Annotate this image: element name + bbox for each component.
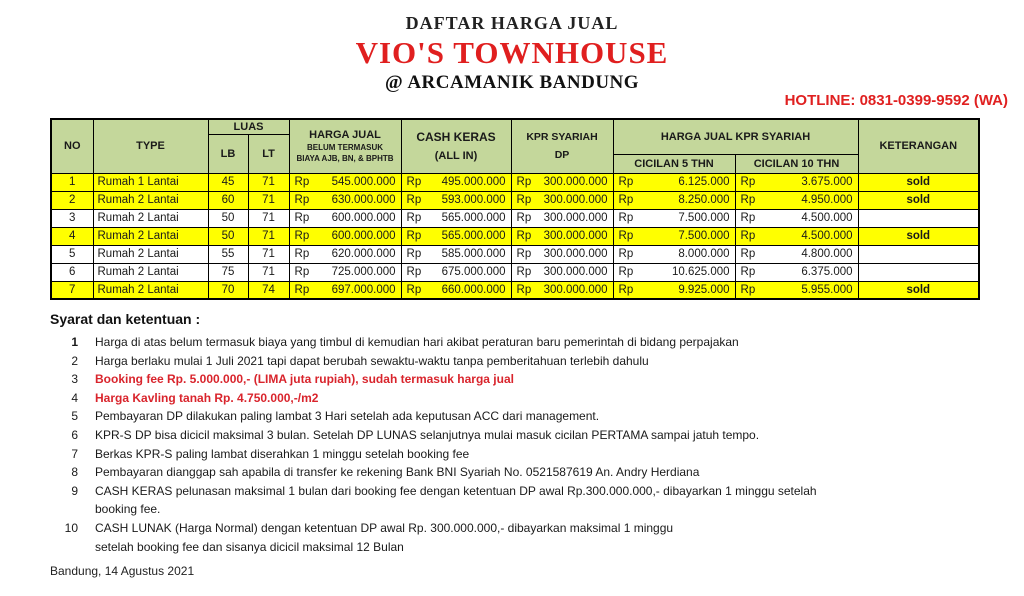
price-value: 630.000.000 bbox=[331, 194, 396, 206]
term-number: 6 bbox=[71, 427, 78, 442]
terms-section bbox=[50, 311, 980, 556]
row-dp bbox=[511, 263, 613, 281]
row-cicilan-5 bbox=[613, 227, 735, 245]
currency-label: Rp bbox=[406, 266, 422, 278]
price-value: 600.000.000 bbox=[331, 212, 396, 224]
price-value: 300.000.000 bbox=[543, 248, 608, 260]
row-no: 6 bbox=[51, 263, 93, 281]
term-number: 8 bbox=[71, 465, 78, 480]
harga-jual-note-1: BELUM TERMASUK bbox=[307, 142, 384, 152]
doc-subtitle: DAFTAR HARGA JUAL bbox=[405, 13, 619, 33]
term-text: Pembayaran dianggap sah apabila di transfer ke rekening Bank BNI Syariah No. 0521587619 An. Andry Herdiana bbox=[95, 465, 700, 480]
price-value: 300.000.000 bbox=[543, 176, 608, 188]
price-value: 600.000.000 bbox=[331, 230, 396, 242]
price-value: 6.125.000 bbox=[678, 176, 730, 188]
term-item bbox=[50, 463, 980, 482]
row-harga-jual bbox=[289, 209, 401, 227]
term-text: Harga Kavling tanah Rp. 4.750.000,-/m2 bbox=[95, 390, 319, 405]
row-cicilan-5 bbox=[613, 281, 735, 299]
table-row bbox=[51, 191, 979, 209]
row-cicilan-5 bbox=[613, 263, 735, 281]
currency-label: Rp bbox=[406, 283, 422, 296]
price-value: 4.800.000 bbox=[801, 248, 853, 260]
row-keterangan: sold bbox=[858, 191, 979, 209]
row-cash-keras bbox=[401, 245, 511, 263]
term-number: 1 bbox=[71, 335, 78, 349]
price-value: 565.000.000 bbox=[441, 212, 506, 224]
price-table bbox=[50, 118, 980, 300]
row-lt: 71 bbox=[248, 227, 289, 245]
row-cicilan-5 bbox=[613, 173, 735, 191]
term-item bbox=[50, 352, 980, 371]
row-lt: 71 bbox=[248, 209, 289, 227]
price-value: 300.000.000 bbox=[543, 230, 608, 242]
price-value: 725.000.000 bbox=[331, 266, 396, 278]
currency-label: Rp bbox=[618, 283, 634, 296]
price-value: 495.000.000 bbox=[441, 176, 506, 188]
row-no: 1 bbox=[51, 173, 93, 191]
price-value: 4.950.000 bbox=[801, 194, 853, 206]
doc-location: @ ARCAMANIK BANDUNG bbox=[384, 72, 640, 93]
currency-label: Rp bbox=[294, 283, 310, 296]
currency-label: Rp bbox=[406, 248, 422, 260]
row-no: 5 bbox=[51, 245, 93, 263]
currency-label: Rp bbox=[618, 266, 634, 278]
row-harga-jual bbox=[289, 245, 401, 263]
row-keterangan bbox=[858, 263, 979, 281]
kpr-dp-label: DP bbox=[554, 149, 570, 162]
row-no: 2 bbox=[51, 191, 93, 209]
row-lt: 71 bbox=[248, 263, 289, 281]
price-value: 5.955.000 bbox=[801, 283, 853, 296]
row-cicilan-5 bbox=[613, 209, 735, 227]
row-dp bbox=[511, 281, 613, 299]
price-value: 300.000.000 bbox=[543, 194, 608, 206]
price-value: 300.000.000 bbox=[543, 283, 608, 296]
price-value: 10.625.000 bbox=[671, 266, 730, 278]
currency-label: Rp bbox=[740, 194, 756, 206]
row-cicilan-5 bbox=[613, 245, 735, 263]
term-number: 3 bbox=[71, 372, 78, 387]
row-cash-keras bbox=[401, 263, 511, 281]
currency-label: Rp bbox=[294, 212, 310, 224]
col-header-cash-keras bbox=[401, 119, 511, 173]
term-item bbox=[50, 333, 980, 352]
currency-label: Rp bbox=[516, 266, 532, 278]
term-text: Harga berlaku mulai 1 Juli 2021 tapi dapat berubah sewaktu-waktu tanpa pemberitahuan terlebih dahulu bbox=[95, 353, 649, 368]
currency-label: Rp bbox=[740, 176, 756, 188]
price-table-header bbox=[51, 119, 979, 173]
harga-jual-note-2: BIAYA AJB, BN, & BPHTB bbox=[296, 153, 394, 163]
price-value: 565.000.000 bbox=[441, 230, 506, 242]
price-value: 3.675.000 bbox=[801, 176, 853, 188]
terms-heading: Syarat dan ketentuan : bbox=[50, 311, 201, 327]
document-header bbox=[0, 13, 1024, 94]
row-cicilan-10 bbox=[735, 227, 858, 245]
term-text: Booking fee Rp. 5.000.000,- (LIMA juta rupiah), sudah termasuk harga jual bbox=[95, 372, 514, 387]
table-row bbox=[51, 245, 979, 263]
row-harga-jual bbox=[289, 191, 401, 209]
row-harga-jual bbox=[289, 173, 401, 191]
price-table-body bbox=[51, 173, 979, 299]
row-dp bbox=[511, 227, 613, 245]
row-harga-jual bbox=[289, 227, 401, 245]
price-value: 7.500.000 bbox=[678, 230, 730, 242]
currency-label: Rp bbox=[406, 194, 422, 206]
row-lb: 70 bbox=[208, 281, 248, 299]
currency-label: Rp bbox=[516, 176, 532, 188]
price-value: 7.500.000 bbox=[678, 212, 730, 224]
row-cash-keras bbox=[401, 209, 511, 227]
row-lb: 75 bbox=[208, 263, 248, 281]
row-lb: 55 bbox=[208, 245, 248, 263]
row-harga-jual bbox=[289, 263, 401, 281]
col-header-cicilan-10: CICILAN 10 THN bbox=[735, 154, 858, 173]
term-item bbox=[50, 407, 980, 426]
row-cash-keras bbox=[401, 227, 511, 245]
term-item bbox=[50, 389, 980, 408]
term-text: Harga di atas belum termasuk biaya yang timbul di kemudian hari akibat peraturan baru pemerintah di bidang perpajakan bbox=[95, 335, 739, 349]
row-lt: 71 bbox=[248, 245, 289, 263]
row-type: Rumah 2 Lantai bbox=[93, 281, 208, 299]
currency-label: Rp bbox=[516, 283, 532, 296]
term-item bbox=[50, 445, 980, 464]
row-keterangan: sold bbox=[858, 227, 979, 245]
currency-label: Rp bbox=[294, 194, 310, 206]
row-dp bbox=[511, 173, 613, 191]
currency-label: Rp bbox=[740, 248, 756, 260]
term-number: 2 bbox=[71, 353, 78, 368]
row-lb: 50 bbox=[208, 227, 248, 245]
row-type: Rumah 2 Lantai bbox=[93, 245, 208, 263]
term-number: 7 bbox=[71, 446, 78, 461]
col-header-type: TYPE bbox=[93, 119, 208, 173]
term-number: 5 bbox=[71, 409, 78, 424]
currency-label: Rp bbox=[740, 230, 756, 242]
currency-label: Rp bbox=[740, 283, 756, 296]
currency-label: Rp bbox=[406, 212, 422, 224]
currency-label: Rp bbox=[516, 212, 532, 224]
row-cicilan-10 bbox=[735, 191, 858, 209]
row-no: 3 bbox=[51, 209, 93, 227]
col-header-lt: LT bbox=[248, 134, 289, 173]
row-no: 7 bbox=[51, 281, 93, 299]
currency-label: Rp bbox=[516, 194, 532, 206]
row-type: Rumah 2 Lantai bbox=[93, 263, 208, 281]
row-no: 4 bbox=[51, 227, 93, 245]
row-lb: 60 bbox=[208, 191, 248, 209]
row-cicilan-10 bbox=[735, 173, 858, 191]
row-dp bbox=[511, 191, 613, 209]
term-item bbox=[50, 482, 980, 519]
price-value: 8.000.000 bbox=[678, 248, 730, 260]
row-keterangan: sold bbox=[858, 281, 979, 299]
col-header-kpr-syariah-dp bbox=[511, 119, 613, 173]
row-cash-keras bbox=[401, 191, 511, 209]
term-number: 10 bbox=[64, 520, 78, 535]
terms-list bbox=[50, 333, 980, 556]
currency-label: Rp bbox=[740, 266, 756, 278]
price-value: 8.250.000 bbox=[678, 194, 730, 206]
currency-label: Rp bbox=[618, 230, 634, 242]
price-value: 4.500.000 bbox=[801, 230, 853, 242]
price-value: 585.000.000 bbox=[441, 248, 506, 260]
row-keterangan: sold bbox=[858, 173, 979, 191]
currency-label: Rp bbox=[618, 194, 634, 206]
row-lt: 71 bbox=[248, 191, 289, 209]
table-row bbox=[51, 281, 979, 299]
price-value: 545.000.000 bbox=[331, 176, 396, 188]
row-lt: 71 bbox=[248, 173, 289, 191]
price-value: 697.000.000 bbox=[331, 283, 396, 296]
row-cash-keras bbox=[401, 281, 511, 299]
row-cash-keras bbox=[401, 173, 511, 191]
row-lt: 74 bbox=[248, 281, 289, 299]
table-row bbox=[51, 227, 979, 245]
col-header-keterangan: KETERANGAN bbox=[858, 119, 979, 173]
hotline-text: HOTLINE: 0831-0399-9592 (WA) bbox=[784, 92, 1008, 109]
term-text: Pembayaran DP dilakukan paling lambat 3 Hari setelah ada keputusan ACC dari management. bbox=[95, 409, 600, 424]
price-value: 300.000.000 bbox=[543, 266, 608, 278]
col-header-lb: LB bbox=[208, 134, 248, 173]
row-type: Rumah 2 Lantai bbox=[93, 191, 208, 209]
table-row bbox=[51, 263, 979, 281]
row-keterangan bbox=[858, 209, 979, 227]
col-header-cicilan-5: CICILAN 5 THN bbox=[613, 154, 735, 173]
price-value: 675.000.000 bbox=[441, 266, 506, 278]
doc-title: VIO'S TOWNHOUSE bbox=[355, 35, 669, 70]
currency-label: Rp bbox=[294, 248, 310, 260]
currency-label: Rp bbox=[740, 212, 756, 224]
term-number: 9 bbox=[71, 483, 78, 498]
row-type: Rumah 1 Lantai bbox=[93, 173, 208, 191]
row-cicilan-10 bbox=[735, 263, 858, 281]
price-value: 4.500.000 bbox=[801, 212, 853, 224]
row-harga-jual bbox=[289, 281, 401, 299]
row-dp bbox=[511, 209, 613, 227]
term-item bbox=[50, 370, 980, 389]
col-header-harga-jual bbox=[289, 119, 401, 173]
row-type: Rumah 2 Lantai bbox=[93, 209, 208, 227]
row-cicilan-10 bbox=[735, 245, 858, 263]
term-number: 4 bbox=[71, 390, 78, 405]
row-cicilan-10 bbox=[735, 209, 858, 227]
row-cicilan-10 bbox=[735, 281, 858, 299]
currency-label: Rp bbox=[618, 212, 634, 224]
harga-jual-label: HARGA JUAL bbox=[309, 128, 381, 141]
row-type: Rumah 2 Lantai bbox=[93, 227, 208, 245]
kpr-syariah-label: KPR SYARIAH bbox=[526, 131, 598, 144]
price-value: 620.000.000 bbox=[331, 248, 396, 260]
col-header-harga-jual-kpr-syariah: HARGA JUAL KPR SYARIAH bbox=[613, 119, 858, 154]
currency-label: Rp bbox=[406, 176, 422, 188]
col-header-luas: LUAS bbox=[208, 119, 289, 134]
col-header-no: NO bbox=[51, 119, 93, 173]
price-value: 300.000.000 bbox=[543, 212, 608, 224]
cash-keras-note: (ALL IN) bbox=[434, 150, 478, 163]
currency-label: Rp bbox=[618, 176, 634, 188]
price-value: 660.000.000 bbox=[441, 283, 506, 296]
currency-label: Rp bbox=[294, 266, 310, 278]
term-item bbox=[50, 519, 980, 556]
price-value: 593.000.000 bbox=[441, 194, 506, 206]
footer-date: Bandung, 14 Agustus 2021 bbox=[50, 564, 195, 578]
table-row bbox=[51, 173, 979, 191]
term-text: CASH KERAS pelunasan maksimal 1 bulan dari booking fee dengan ketentuan DP awal Rp.300.000.000,- dibayarkan 1 minggu setelah booking fee. bbox=[95, 483, 817, 517]
price-value: 9.925.000 bbox=[678, 283, 730, 296]
currency-label: Rp bbox=[516, 248, 532, 260]
row-keterangan bbox=[858, 245, 979, 263]
currency-label: Rp bbox=[294, 176, 310, 188]
currency-label: Rp bbox=[406, 230, 422, 242]
term-text: Berkas KPR-S paling lambat diserahkan 1 minggu setelah booking fee bbox=[95, 446, 470, 461]
table-row bbox=[51, 209, 979, 227]
term-text: KPR-S DP bisa dicicil maksimal 3 bulan. Setelah DP LUNAS selanjutnya mulai masuk cicilan PERTAMA sampai jatuh tempo. bbox=[95, 427, 760, 442]
currency-label: Rp bbox=[618, 248, 634, 260]
term-text: CASH LUNAK (Harga Normal) dengan ketentuan DP awal Rp. 300.000.000,- dibayarkan maksimal 1 minggu setelah booking fee dan sisanya dicicil maksimal 12 Bulan bbox=[95, 520, 674, 554]
row-lb: 50 bbox=[208, 209, 248, 227]
cash-keras-label: CASH KERAS bbox=[416, 130, 496, 145]
row-dp bbox=[511, 245, 613, 263]
row-lb: 45 bbox=[208, 173, 248, 191]
row-cicilan-5 bbox=[613, 191, 735, 209]
currency-label: Rp bbox=[516, 230, 532, 242]
currency-label: Rp bbox=[294, 230, 310, 242]
price-value: 6.375.000 bbox=[801, 266, 853, 278]
term-item bbox=[50, 426, 980, 445]
